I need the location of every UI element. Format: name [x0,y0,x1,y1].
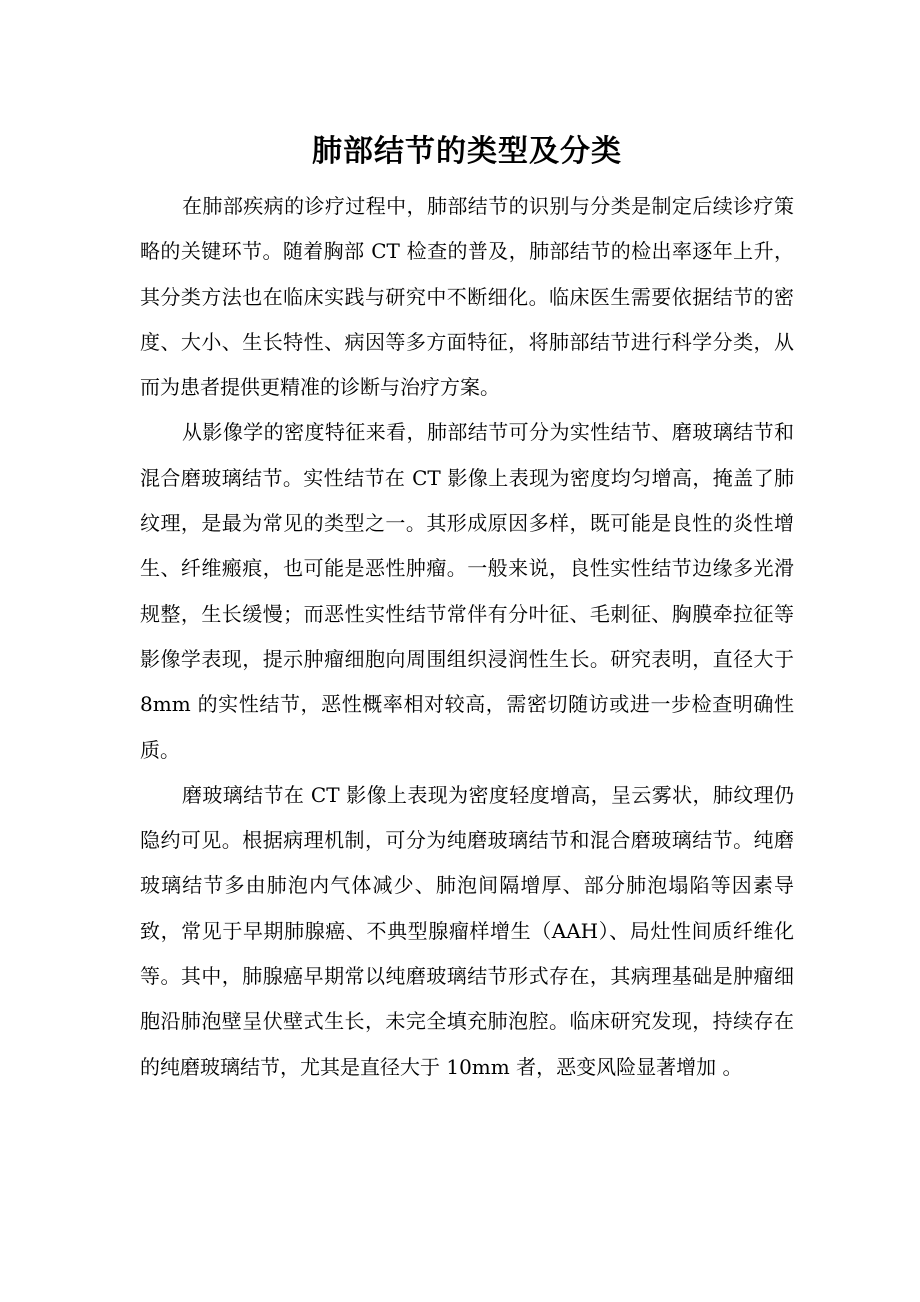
paragraph-ground-glass: 磨玻璃结节在 CT 影像上表现为密度轻度增高，呈云雾状，肺纹理仍隐约可见。根据病理机制，可分为纯磨玻璃结节和混合磨玻璃结节。纯磨玻璃结节多由肺泡内气体减少、肺泡间隔增厚、部分肺泡塌陷等因素导致，常见于早期肺腺癌、不典型腺瘤样增生（AAH）、局灶性间质纤维化等。其中，肺腺癌早期常以纯磨玻璃结节形式存在，其病理基础是肿瘤细胞沿肺泡壁呈伏壁式生长，未完全填充肺泡腔。临床研究发现，持续存在的纯磨玻璃结节，尤其是直径大于 10mm 者，恶变风险显著增加 。 [140,782,794,1079]
paragraph-intro: 在肺部疾病的诊疗过程中，肺部结节的识别与分类是制定后续诊疗策略的关键环节。随着胸部 CT 检查的普及，肺部结节的检出率逐年上升，其分类方法也在临床实践与研究中不断细化。临床医生需要依据结节的密度、大小、生长特性、病因等多方面特征，将肺部结节进行科学分类，从而为患者提供更精准的诊断与治疗方案。 [140,194,794,400]
paragraph-density-solid: 从影像学的密度特征来看，肺部结节可分为实性结节、磨玻璃结节和混合磨玻璃结节。实性结节在 CT 影像上表现为密度均匀增高，掩盖了肺纹理，是最为常见的类型之一。其形成原因多样，既可能是良性的炎性增生、纤维瘢痕，也可能是恶性肿瘤。一般来说，良性实性结节边缘多光滑规整，生长缓慢；而恶性实性结节常伴有分叶征、毛刺征、胸膜牵拉征等影像学表现，提示肿瘤细胞向周围组织浸润性生长。研究表明，直径大于 8mm 的实性结节，恶性概率相对较高，需密切随访或进一步检查明确性质。 [140,420,794,762]
document-title: 肺部结节的类型及分类 [312,134,622,169]
document-page [140,128,794,1090]
